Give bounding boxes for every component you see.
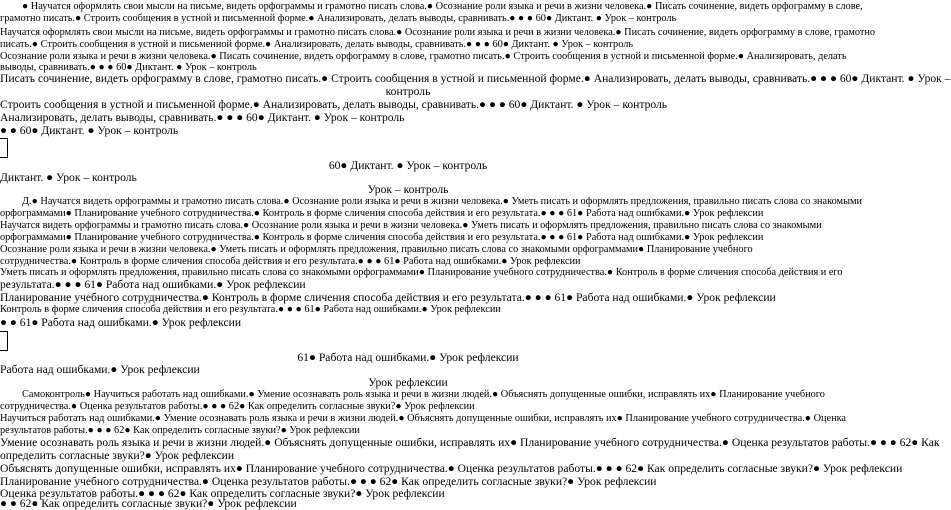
text-line: ● Научатся оформлять свои мысли на письме, видеть орфограммы и грамотно писать слова.● Осознание роли языка и речи в жизни человека.● Писать сочинение, видеть орфограмму в слове, [22,1,863,12]
text-line: Д.● Научатся видеть орфограммы и грамотно писать слова.● Осознание роли языка и речи в жизни человека.● Уметь писать и оформлять предложения, правильно писать слова со знакомыми [22,196,863,207]
text-line: Самоконтроль● Научиться работать над ошибками.● Умение осознавать роль языка и речи в жизни людей.● Объяснять допущенные ошибки, исправлять их● Планирование учебного [22,389,825,400]
section-heading: Урок рефлексии [368,376,448,389]
text-line: ● ● 61● Работа над ошибками.● Урок рефлексии [0,316,242,329]
section-heading: 61● Работа над ошибками.● Урок рефлексии [297,351,519,364]
text-line: грамотно писать.● Строить сообщения в устной и письменной форме.● Анализировать, делать выводы, сравнивать.● ● ● 60● Диктант. ● Урок – контроль [0,13,677,24]
text-line: ● ● 60● Диктант. ● Урок – контроль [0,124,179,137]
text-line: орфограммами● Планирование учебного сотрудничества.● Контроль в форме сличения способа действия и его результата.● ● ● 61● Работа над ошибками.● Урок рефлексии [0,232,764,243]
text-line: Диктант. ● Урок – контроль [0,171,137,184]
text-line: орфограммами● Планирование учебного сотрудничества.● Контроль в форме сличения способа действия и его результата.● ● ● 61● Работа над ошибками.● Урок рефлексии [0,208,764,219]
text-line: Осознание роли языка и речи в жизни человека.● Писать сочинение, видеть орфограмму в слове, грамотно писать.● Строить сообщения в устной и письменной форме.● Анализировать, делать [0,51,847,62]
page-edge-marker [0,331,8,351]
section-heading: Урок – контроль [367,183,449,196]
text-line: Оценка результатов работы.● ● ● 62● Как определить согласные звуки?● Урок рефлексии [0,487,445,500]
text-line: Научиться работать над ошибками.● Умение осознавать роль языка и речи в жизни людей.● Объяснять допущенные ошибки, исправлять их● Планирование учебного сотрудничества.● Оценка [0,413,847,424]
text-line: Работа над ошибками.● Урок рефлексии [0,363,200,376]
text-line: Научатся видеть орфограммы и грамотно писать слова.● Осознание роли языка и речи в жизни человека.● Уметь писать и оформлять предложения, правильно писать слова со знакомыми [0,220,822,231]
text-line: Планирование учебного сотрудничества.● Оценка результатов работы.● ● ● 62● Как определить согласные звуки?● Урок рефлексии [0,475,657,488]
text-line: сотрудничества.● Оценка результатов работы.● ● ● 62● Как определить согласные звуки?● Урок рефлексии [0,401,475,412]
text-line: Контроль в форме сличения способа действия и его результата.● ● ● 61● Работа над ошибками.● Урок рефлексии [0,304,501,315]
text-line: Писать сочинение, видеть орфограмму в слове, грамотно писать.● Строить сообщения в устной и письменной форме.● Анализировать, делать выводы, сравнивать.● ● ● 60● Диктант. ● Урок – [0,72,951,85]
text-line: Строить сообщения в устной и письменной форме.● Анализировать, делать выводы, сравнивать.● ● ● 60● Диктант. ● Урок – контроль [0,98,668,111]
text-line: контроль [385,85,431,98]
text-line: Умение осознавать роль языка и речи в жизни людей.● Объяснять допущенные ошибки, исправлять их● Планирование учебного сотрудничества.● Оценка результатов работы.● ● ● 62● Как [0,436,940,449]
text-line: Объяснять допущенные ошибки, исправлять их● Планирование учебного сотрудничества.● Оценка результатов работы.● ● ● 62● Как определить согласные звуки?● Урок рефлексии [0,462,903,475]
text-line: выводы, сравнивать.● ● ● 60● Диктант. ● Урок – контроль [0,62,257,73]
text-line: результата.● ● ● 61● Работа над ошибками.● Урок рефлексии [0,278,306,291]
section-heading: 60● Диктант. ● Урок – контроль [328,159,488,172]
text-line: писать.● Строить сообщения в устной и письменной форме.● Анализировать, делать выводы, сравнивать.● ● ● 60● Диктант. ● Урок – контроль [0,39,634,50]
text-line: ● ● 62● Как определить согласные звуки?● Урок рефлексии [0,497,297,510]
text-line: определить согласные звуки?● Урок рефлексии [0,449,235,462]
page-edge-marker [0,138,8,158]
text-line: Научатся оформлять свои мысли на письме, видеть орфограммы и грамотно писать слова.● Осознание роли языка и речи в жизни человека.● Писать сочинение, видеть орфограмму в слове, грамотно [0,27,876,38]
text-line: Уметь писать и оформлять предложения, правильно писать слова со знакомыми орфограммами● Планирование учебного сотрудничества.● Контроль в форме сличения способа действия и его [0,267,843,278]
text-line: Анализировать, делать выводы, сравнивать.● ● ● 60● Диктант. ● Урок – контроль [0,111,405,124]
text-line: результатов работы.● ● ● 62● Как определить согласные звуки?● Урок рефлексии [0,425,360,436]
text-line: сотрудничества.● Контроль в форме сличения способа действия и его результата.● ● ● 61● Работа над ошибками.● Урок рефлексии [0,256,581,267]
text-line: Планирование учебного сотрудничества.● Контроль в форме сличения способа действия и его результата.● ● ● 61● Работа над ошибками.● Урок рефлексии [0,291,776,304]
text-line: Осознание роли языка и речи в жизни человека.● Уметь писать и оформлять предложения, правильно писать слова со знакомыми орфограммами● Планирование учебного [0,244,753,255]
